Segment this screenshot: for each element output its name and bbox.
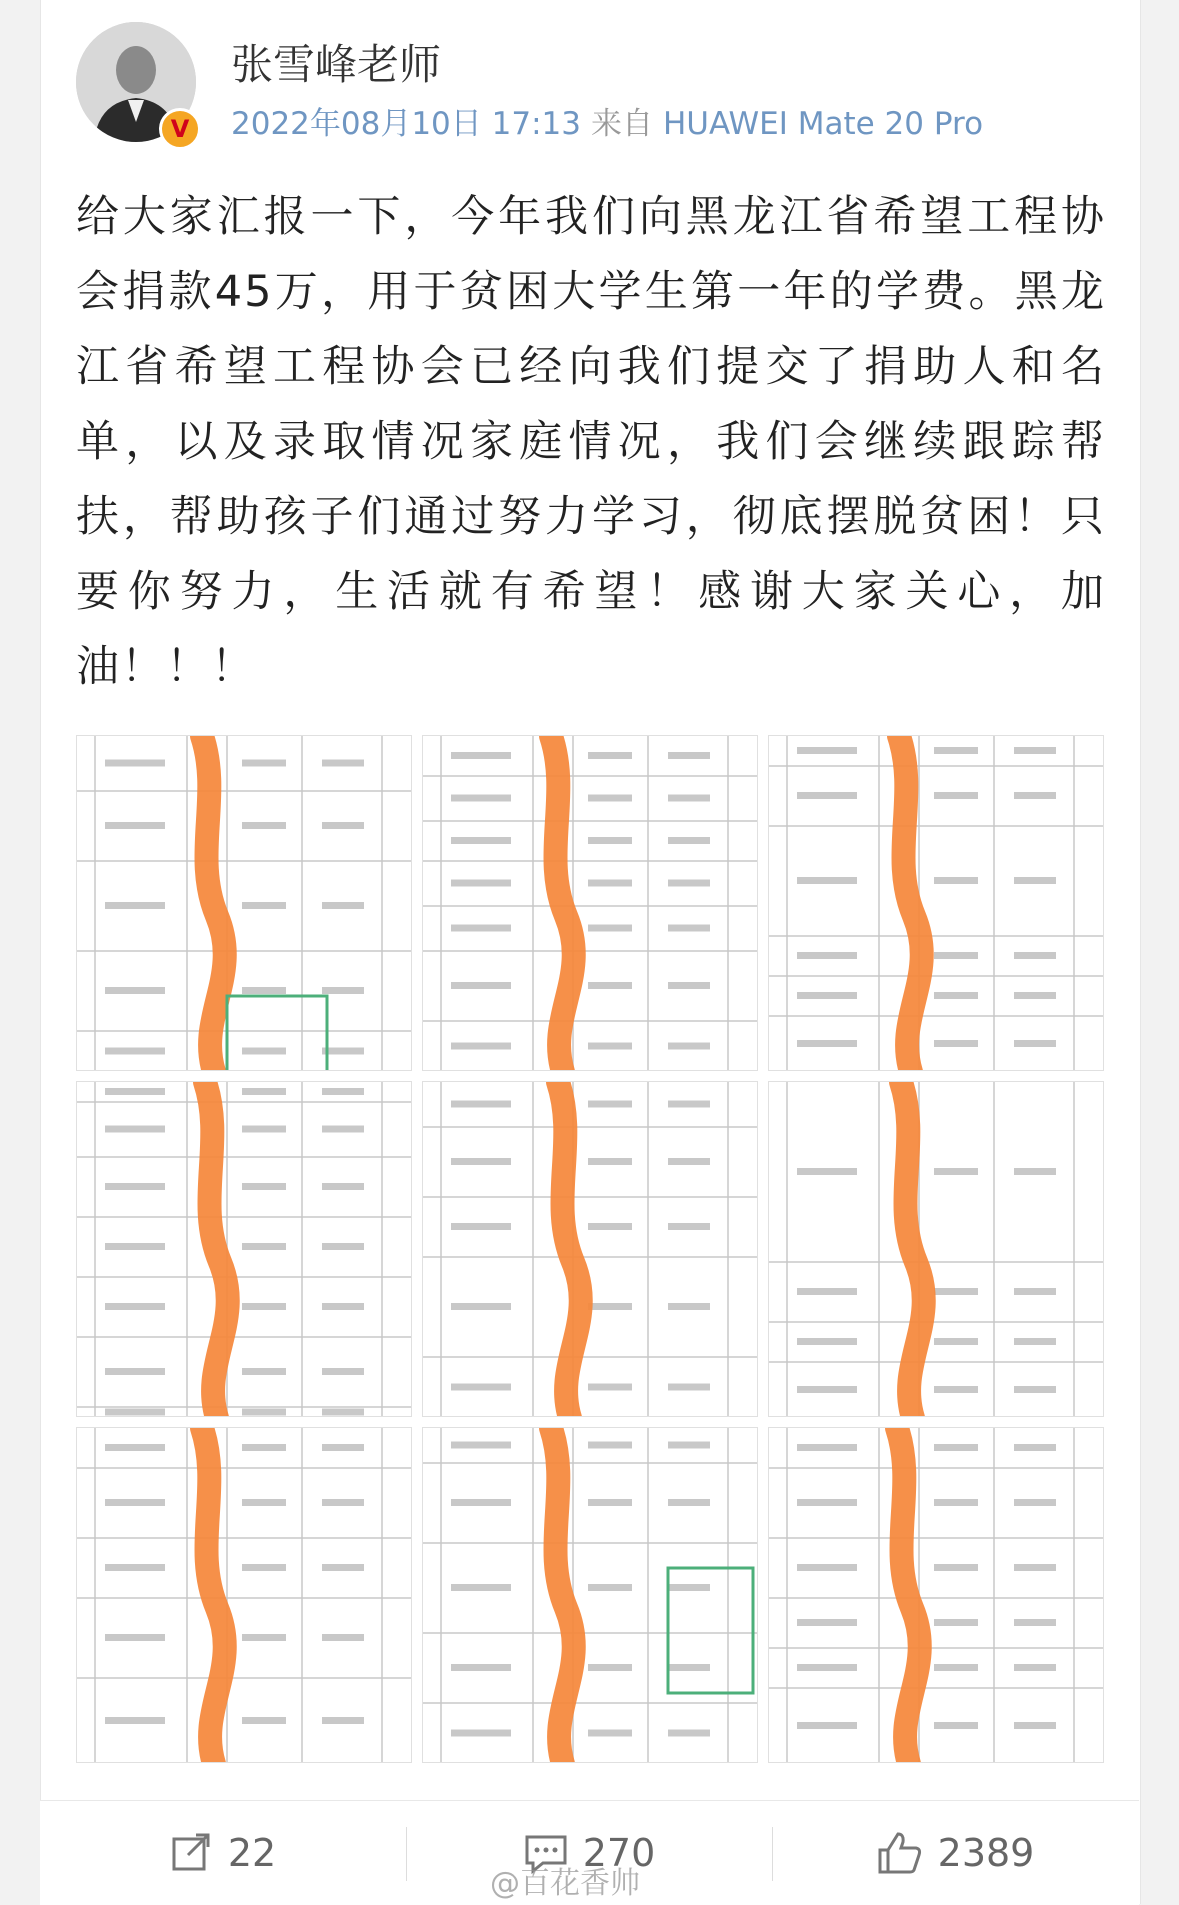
repost-icon [170,1831,214,1875]
weibo-watermark: @百花香帅 [490,1866,640,1901]
post-image-thumbnail[interactable] [768,1081,1104,1417]
post-image-thumbnail[interactable] [768,735,1104,1071]
post-image-thumbnail[interactable] [422,735,758,1071]
table-screenshot-image [77,736,412,1071]
post-image-thumbnail[interactable] [76,1081,412,1417]
source-prefix: 来自 [590,106,653,142]
image-grid [76,735,1105,1761]
table-screenshot-image [769,1428,1104,1763]
table-screenshot-image [423,1082,758,1417]
verified-badge-icon: V [159,108,201,150]
table-screenshot-image [423,736,758,1071]
device-source-link[interactable]: HUAWEI Mate 20 Pro [662,106,984,142]
post-text: 给大家汇报一下，今年我们向黑龙江省希望工程协会捐款45万，用于贫困大学生第一年的学费。黑龙江省希望工程协会已经向我们提交了捐助人和名单，以及录取情况家庭情况，我们会继续跟踪帮扶，帮助孩子们通过努力学习，彻底摆脱贫困！只要你努力，生活就有希望！感谢大家关心，加油！！！ [76,192,1106,692]
table-screenshot-image [769,1082,1104,1417]
repost-count: 22 [227,1831,277,1875]
thumbs-up-icon [876,1830,924,1876]
post-image-thumbnail[interactable] [768,1427,1104,1763]
post-image-thumbnail[interactable] [422,1081,758,1417]
post-image-thumbnail[interactable] [76,1427,412,1763]
table-screenshot-image [77,1082,412,1417]
author-name[interactable]: 张雪峰老师 [231,40,442,89]
weibo-post-card [40,0,1141,1904]
table-screenshot-image [423,1428,758,1763]
table-screenshot-image [77,1428,412,1763]
post-image-thumbnail[interactable] [76,735,412,1071]
like-button[interactable] [772,1801,1138,1905]
post-date: 2022年08月10日 17:13 [231,106,581,142]
post-meta [231,98,993,143]
post-image-thumbnail[interactable] [422,1427,758,1763]
comment-count: 270 [582,1831,656,1875]
table-screenshot-image [769,736,1104,1071]
like-count: 2389 [937,1831,1035,1875]
repost-button[interactable] [40,1801,406,1905]
